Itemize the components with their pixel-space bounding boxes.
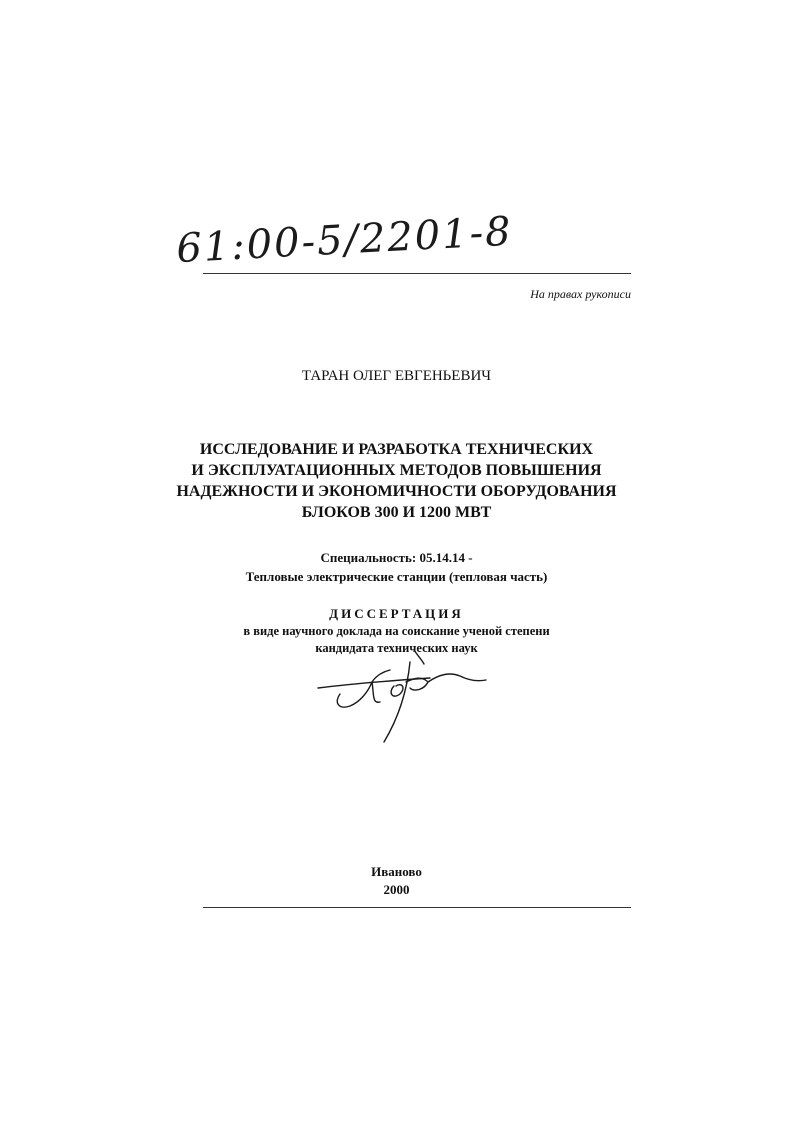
top-rule bbox=[203, 273, 631, 274]
manuscript-note: На правах рукописи bbox=[530, 287, 631, 301]
handwritten-archive-code bbox=[170, 196, 570, 276]
thesis-title bbox=[0, 439, 793, 523]
title-line: ИССЛЕДОВАНИЕ И РАЗРАБОТКА ТЕХНИЧЕСКИХ bbox=[199, 441, 594, 458]
place: Иваново bbox=[371, 864, 422, 879]
archive-code-text: 61:00-5/2201-8 bbox=[175, 208, 514, 273]
degree-line: кандидата технических наук bbox=[315, 641, 478, 655]
year: 2000 bbox=[383, 882, 410, 897]
author-signature bbox=[310, 642, 490, 752]
title-line: БЛОКОВ 300 И 1200 МВТ bbox=[301, 504, 492, 521]
bottom-rule bbox=[203, 907, 631, 908]
degree-line: в виде научного доклада на соискание ученой степени bbox=[243, 624, 550, 638]
specialty-block bbox=[0, 548, 793, 586]
place-year-block bbox=[0, 863, 793, 899]
author-name: ТАРАН ОЛЕГ ЕВГЕНЬЕВИЧ bbox=[301, 368, 492, 384]
specialty-code: Специальность: 05.14.14 - bbox=[320, 550, 473, 565]
title-line: И ЭКСПЛУАТАЦИОННЫХ МЕТОДОВ ПОВЫШЕНИЯ bbox=[191, 462, 602, 479]
title-line: НАДЕЖНОСТИ И ЭКОНОМИЧНОСТИ ОБОРУДОВАНИЯ bbox=[176, 483, 617, 500]
specialty-field: Тепловые электрические станции (тепловая часть) bbox=[245, 569, 548, 584]
document-type: ДИССЕРТАЦИЯ bbox=[329, 606, 464, 621]
